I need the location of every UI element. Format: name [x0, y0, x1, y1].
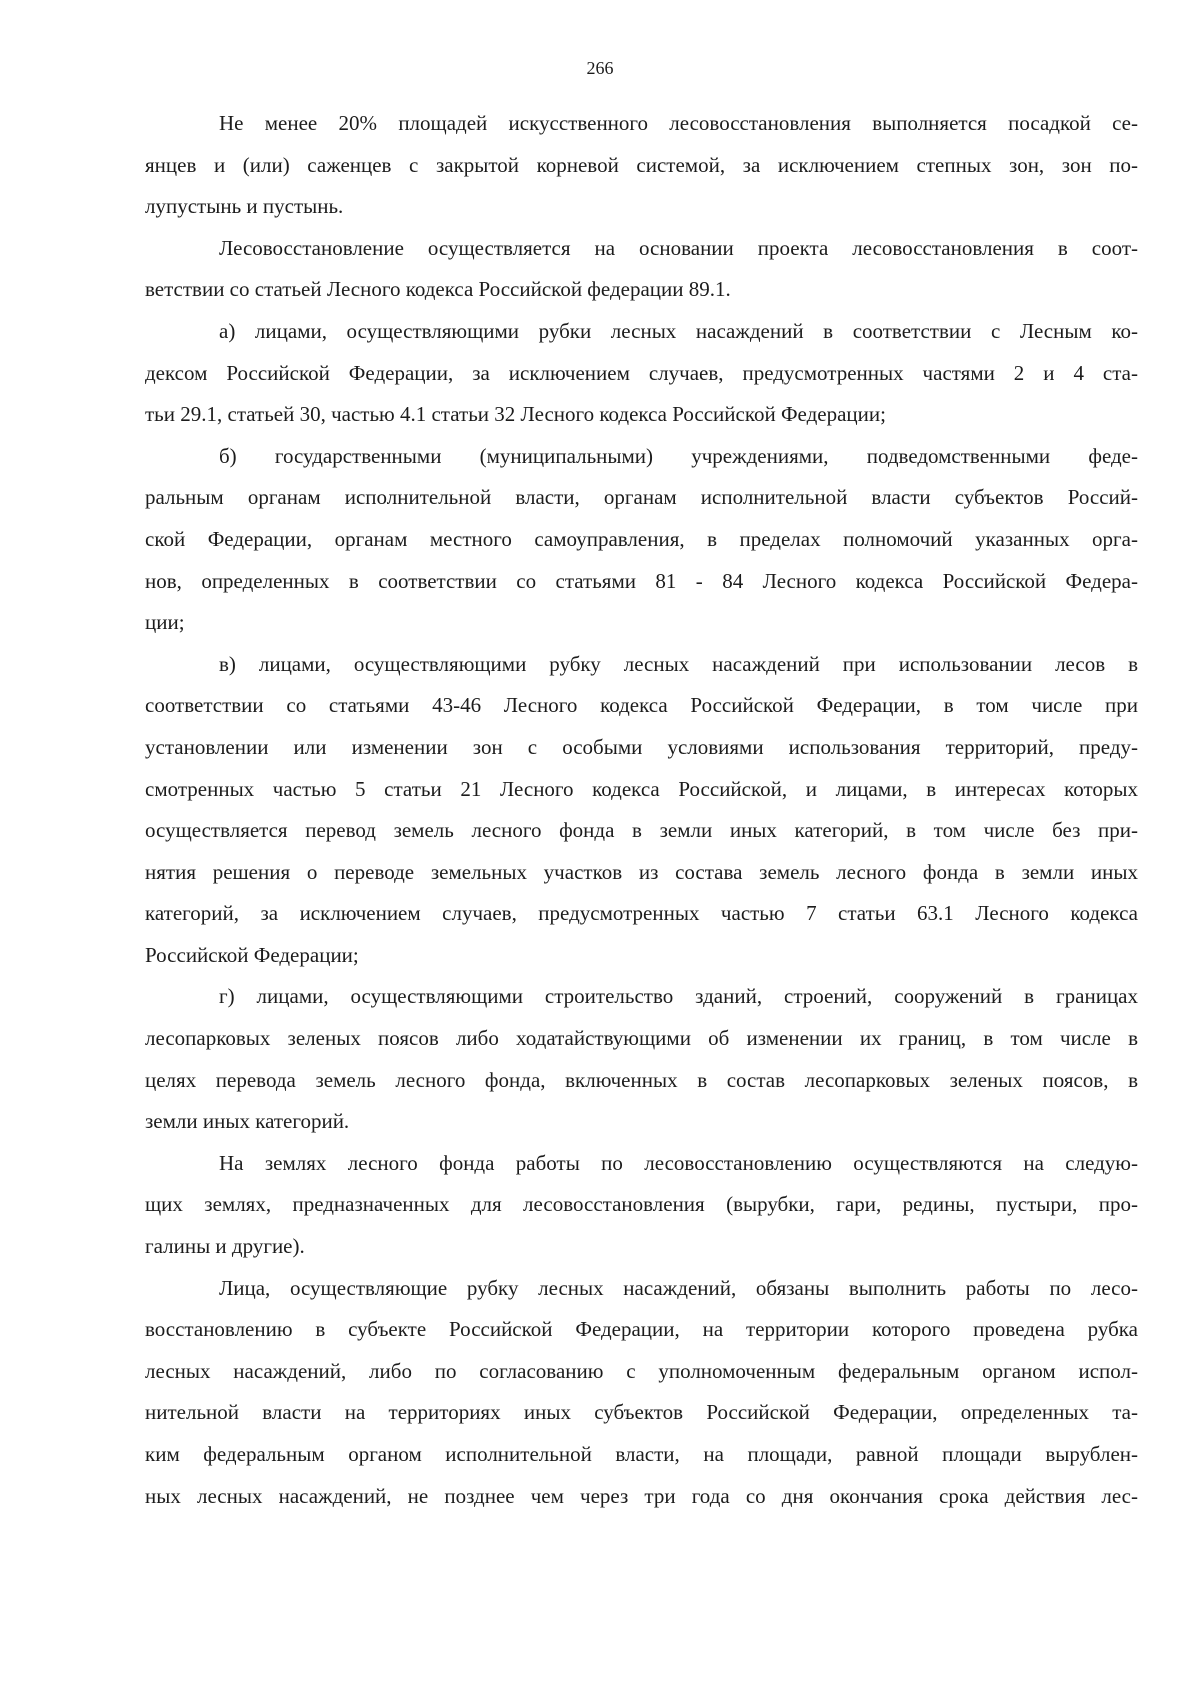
- paragraph-line: нительной власти на территориях иных субъектов Российской Федерации, определенных та-: [145, 1400, 1138, 1425]
- paragraph: [145, 436, 1138, 644]
- paragraph-line: дексом Российской Федерации, за исключением случаев, предусмотренных частями 2 и 4 ста-: [145, 360, 1138, 385]
- paragraph-line: галины и другие).: [145, 1234, 305, 1259]
- paragraph-line: целях перевода земель лесного фонда, включенных в состав лесопарковых зеленых поясов, в: [145, 1067, 1138, 1092]
- paragraph-line: Российской Федерации;: [145, 942, 359, 967]
- paragraph-line: ким федеральным органом исполнительной власти, на площади, равной площади вырублен-: [145, 1442, 1138, 1466]
- paragraph-line: ных лесных насаждений, не позднее чем через три года со дня окончания срока действия лес-: [145, 1483, 1138, 1508]
- paragraph-line: ральным органам исполнительной власти, органам исполнительной власти субъектов Россий-: [145, 485, 1138, 510]
- paragraph-line: лупустынь и пустынь.: [145, 194, 344, 219]
- paragraph-line: нов, определенных в соответствии со статьями 81 - 84 Лесного кодекса Российской Федера-: [145, 568, 1138, 593]
- paragraph-line: ветствии со статьей Лесного кодекса Российской федерации 89.1.: [145, 277, 731, 302]
- page-number: 266: [586, 58, 614, 78]
- paragraph-line: ции;: [145, 610, 185, 635]
- paragraph-line: янцев и (или) саженцев с закрытой корневой системой, за исключением степных зон, зон по-: [145, 152, 1138, 177]
- paragraph-line: соответствии со статьями 43-46 Лесного кодекса Российской Федерации, в том числе при: [145, 693, 1138, 718]
- paragraph-line: лесных насаждений, либо по согласованию с уполномоченным федеральным органом испол-: [145, 1358, 1138, 1383]
- paragraph-line: нятия решения о переводе земельных участков из состава земель лесного фонда в земли иных: [145, 859, 1138, 884]
- paragraph-line: тьи 29.1, статьей 30, частью 4.1 статьи 32 Лесного кодекса Российской Федерации;: [145, 402, 886, 427]
- paragraph-line: в) лицами, осуществляющими рубку лесных насаждений при использовании лесов в: [219, 651, 1138, 676]
- paragraph-line: лесопарковых зеленых поясов либо ходатайствующими об изменении их границ, в том числе в: [145, 1026, 1138, 1051]
- paragraph-line: смотренных частью 5 статьи 21 Лесного кодекса Российской, и лицами, в интересах которых: [145, 776, 1138, 801]
- paragraph: [145, 1143, 1138, 1268]
- paragraph-line: установлении или изменении зон с особыми условиями использования территорий, преду-: [145, 734, 1138, 759]
- paragraph-line: Лица, осуществляющие рубку лесных насаждений, обязаны выполнить работы по лесо-: [219, 1275, 1138, 1300]
- paragraph-line: осуществляется перевод земель лесного фонда в земли иных категорий, в том числе без при-: [145, 818, 1138, 843]
- paragraph: [145, 311, 1138, 436]
- paragraph-line: г) лицами, осуществляющими строительство зданий, строений, сооружений в границах: [219, 984, 1138, 1009]
- paragraph: [145, 976, 1138, 1142]
- paragraph: [145, 644, 1138, 977]
- paragraph-line: б) государственными (муниципальными) учреждениями, подведомственными феде-: [219, 443, 1138, 468]
- paragraph-line: восстановлению в субъекте Российской Федерации, на территории которого проведена рубка: [145, 1317, 1138, 1342]
- paragraph-line: Лесовосстановление осуществляется на основании проекта лесовосстановления в соот-: [219, 235, 1138, 260]
- paragraph: [145, 1268, 1138, 1518]
- paragraph: [145, 228, 1138, 311]
- paragraph-line: категорий, за исключением случаев, предусмотренных частью 7 статьи 63.1 Лесного кодекса: [145, 901, 1138, 926]
- paragraph-line: щих землях, предназначенных для лесовосстановления (вырубки, гари, редины, пустыри, про-: [145, 1192, 1138, 1217]
- paragraph-line: Не менее 20% площадей искусственного лесовосстановления выполняется посадкой се-: [219, 111, 1138, 135]
- paragraph-line: а) лицами, осуществляющими рубки лесных насаждений в соответствии с Лесным ко-: [219, 318, 1138, 343]
- document-body: [145, 103, 1138, 1517]
- paragraph: [145, 103, 1138, 228]
- paragraph-line: земли иных категорий.: [145, 1109, 350, 1134]
- paragraph-line: На землях лесного фонда работы по лесовосстановлению осуществляются на следую-: [219, 1150, 1138, 1175]
- paragraph-line: ской Федерации, органам местного самоуправления, в пределах полномочий указанных орга-: [145, 526, 1138, 551]
